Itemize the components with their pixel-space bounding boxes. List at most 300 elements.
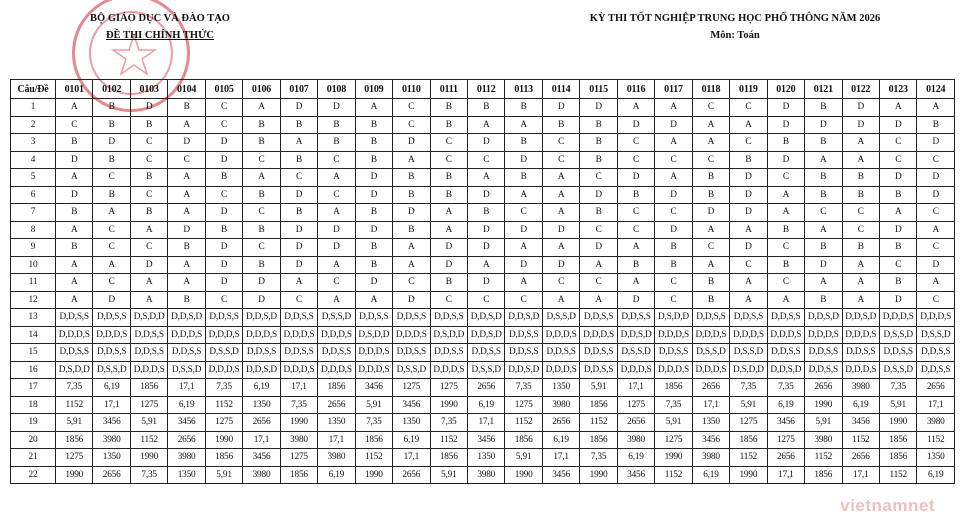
- answer-cell: B: [393, 186, 430, 204]
- answer-cell: B: [243, 186, 280, 204]
- answer-cell: A: [842, 256, 879, 274]
- answer-cell: D,D,D,S: [879, 309, 916, 327]
- question-number-cell: 6: [11, 186, 56, 204]
- answer-cell: B: [168, 291, 205, 309]
- answer-cell: 3456: [617, 466, 654, 484]
- table-row: [11, 449, 955, 467]
- answer-cell: 1152: [130, 431, 167, 449]
- answer-cell: D: [767, 99, 804, 117]
- answer-cell: 7,35: [767, 379, 804, 397]
- answer-cell: 17,1: [93, 396, 130, 414]
- answer-cell: B: [243, 221, 280, 239]
- answer-cell: B: [580, 151, 617, 169]
- answer-cell: C: [393, 274, 430, 292]
- answer-cell: D,D,S,D: [805, 309, 842, 327]
- answer-cell: C: [879, 256, 916, 274]
- answer-cell: 3456: [842, 414, 879, 432]
- table-header-row: [11, 80, 955, 99]
- answer-cell: 3980: [168, 449, 205, 467]
- answer-cell: A: [692, 256, 729, 274]
- answer-cell: D,S,D,D: [56, 361, 93, 379]
- answer-cell: D,D,D,S: [730, 326, 767, 344]
- answer-cell: D: [168, 221, 205, 239]
- answer-cell: 5,91: [730, 396, 767, 414]
- answer-cell: C: [542, 274, 579, 292]
- answer-cell: A: [542, 204, 579, 222]
- answer-cell: 1152: [205, 396, 242, 414]
- table-row: [11, 274, 955, 292]
- answer-cell: D: [805, 116, 842, 134]
- answer-cell: 1152: [805, 449, 842, 467]
- exam-code-header-cell: 0113: [505, 80, 542, 99]
- answer-cell: D,D,D,S: [93, 326, 130, 344]
- answer-cell: D,S,S,D: [917, 326, 955, 344]
- answer-cell: C: [730, 256, 767, 274]
- answer-cell: A: [430, 221, 467, 239]
- answer-cell: C: [580, 221, 617, 239]
- subject-label: Môn: Toán: [710, 30, 760, 41]
- answer-cell: 2656: [842, 449, 879, 467]
- answer-cell: D: [93, 134, 130, 152]
- answer-cell: 2656: [767, 449, 804, 467]
- answer-cell: 6,19: [842, 396, 879, 414]
- answer-cell: B: [318, 116, 355, 134]
- answer-cell: B: [93, 151, 130, 169]
- answer-cell: A: [467, 169, 504, 187]
- answer-cell: 1275: [655, 431, 692, 449]
- answer-cell: D,D,S,S: [580, 309, 617, 327]
- answer-cell: 5,91: [505, 449, 542, 467]
- answer-cell: D: [318, 239, 355, 257]
- answer-cell: 1856: [580, 431, 617, 449]
- answer-cell: A: [56, 274, 93, 292]
- answer-cell: B: [505, 99, 542, 117]
- answer-cell: 1856: [655, 379, 692, 397]
- answer-cell: D,S,S,D: [93, 361, 130, 379]
- answer-cell: D,D,S,S: [805, 344, 842, 362]
- answer-cell: C: [917, 204, 955, 222]
- answer-cell: B: [879, 239, 916, 257]
- answer-cell: D,D,S,S: [580, 361, 617, 379]
- answer-cell: D: [505, 151, 542, 169]
- answer-cell: D: [542, 256, 579, 274]
- table-row: [11, 396, 955, 414]
- answer-cell: 2656: [393, 466, 430, 484]
- answer-cell: D,D,D,S: [318, 361, 355, 379]
- answer-cell: D: [130, 256, 167, 274]
- exam-code-header-cell: 0117: [655, 80, 692, 99]
- answer-cell: 1275: [393, 379, 430, 397]
- answer-cell: B: [542, 116, 579, 134]
- answer-cell: 1990: [730, 466, 767, 484]
- answer-cell: 1990: [205, 431, 242, 449]
- answer-cell: A: [730, 291, 767, 309]
- table-row: [11, 431, 955, 449]
- answer-cell: D,D,S,S: [580, 344, 617, 362]
- answer-cell: 1856: [130, 379, 167, 397]
- answer-cell: D,D,D,S: [692, 326, 729, 344]
- answer-cell: 6,19: [393, 431, 430, 449]
- answer-cell: B: [168, 239, 205, 257]
- answer-cell: A: [318, 204, 355, 222]
- answer-cell: 1350: [692, 414, 729, 432]
- answer-cell: B: [355, 116, 392, 134]
- answer-cell: 2656: [805, 379, 842, 397]
- answer-cell: D: [580, 186, 617, 204]
- answer-cell: 1856: [56, 431, 93, 449]
- answer-cell: 1856: [805, 466, 842, 484]
- corner-header-cell: Câu/Đề: [11, 80, 56, 99]
- answer-cell: B: [280, 116, 317, 134]
- answer-cell: B: [56, 204, 93, 222]
- answer-cell: D,D,D,S: [917, 309, 955, 327]
- answer-cell: B: [168, 99, 205, 117]
- answer-cell: B: [692, 169, 729, 187]
- answer-cell: A: [617, 274, 654, 292]
- answer-cell: D,D,S,S: [730, 309, 767, 327]
- answer-cell: D,D,S,S: [130, 344, 167, 362]
- answer-cell: D: [842, 99, 879, 117]
- answer-cell: C: [56, 116, 93, 134]
- answer-cell: B: [879, 274, 916, 292]
- answer-cell: A: [130, 221, 167, 239]
- answer-cell: B: [467, 204, 504, 222]
- answer-cell: A: [692, 134, 729, 152]
- answer-cell: D,S,D,D: [430, 326, 467, 344]
- answer-cell: D: [879, 291, 916, 309]
- table-row: [11, 239, 955, 257]
- answer-cell: D: [617, 169, 654, 187]
- answer-cell: 1152: [655, 466, 692, 484]
- exam-code-header-cell: 0109: [355, 80, 392, 99]
- answer-cell: D: [168, 134, 205, 152]
- answer-cell: 1856: [430, 449, 467, 467]
- answer-cell: D,D,D,S: [655, 326, 692, 344]
- answer-cell: 1856: [730, 431, 767, 449]
- exam-code-header-cell: 0116: [617, 80, 654, 99]
- answer-cell: C: [168, 151, 205, 169]
- answer-cell: D: [730, 169, 767, 187]
- answer-cell: 2656: [243, 414, 280, 432]
- answer-cell: A: [430, 204, 467, 222]
- answer-cell: 6,19: [318, 466, 355, 484]
- answer-cell: B: [430, 274, 467, 292]
- answer-cell: 17,1: [842, 466, 879, 484]
- table-row: [11, 151, 955, 169]
- question-number-cell: 13: [11, 309, 56, 327]
- answer-cell: D,D,S,S: [280, 344, 317, 362]
- answer-cell: A: [355, 291, 392, 309]
- answer-cell: D: [393, 204, 430, 222]
- question-number-cell: 5: [11, 169, 56, 187]
- answer-cell: 5,91: [130, 414, 167, 432]
- answer-cell: D,S,S,D: [542, 309, 579, 327]
- exam-code-header-cell: 0104: [168, 80, 205, 99]
- answer-cell: A: [505, 239, 542, 257]
- exam-code-header-cell: 0108: [318, 80, 355, 99]
- exam-code-header-cell: 0103: [130, 80, 167, 99]
- answer-cell: D: [93, 291, 130, 309]
- answer-cell: A: [617, 239, 654, 257]
- answer-cell: D,D,D,S: [280, 326, 317, 344]
- answer-cell: D,D,S,S: [93, 309, 130, 327]
- answer-cell: C: [430, 134, 467, 152]
- answer-cell: D,S,D,D: [355, 326, 392, 344]
- answer-cell: 1856: [505, 431, 542, 449]
- answer-cell: A: [93, 256, 130, 274]
- answer-cell: B: [355, 204, 392, 222]
- answer-cell: B: [430, 116, 467, 134]
- answer-cell: D: [655, 186, 692, 204]
- answer-key-table: [10, 79, 955, 484]
- answer-cell: C: [205, 291, 242, 309]
- answer-cell: D: [467, 221, 504, 239]
- answer-cell: B: [243, 134, 280, 152]
- answer-cell: D,D,D,S: [580, 326, 617, 344]
- answer-cell: A: [767, 291, 804, 309]
- answer-cell: 1152: [842, 431, 879, 449]
- answer-cell: D: [692, 204, 729, 222]
- answer-cell: 7,35: [580, 449, 617, 467]
- answer-cell: D: [430, 256, 467, 274]
- answer-cell: D: [318, 99, 355, 117]
- answer-cell: C: [655, 274, 692, 292]
- answer-cell: A: [730, 221, 767, 239]
- answer-cell: 1275: [205, 414, 242, 432]
- answer-cell: D: [467, 239, 504, 257]
- answer-cell: 3980: [542, 396, 579, 414]
- answer-cell: 3980: [318, 449, 355, 467]
- answer-cell: B: [130, 169, 167, 187]
- exam-code-header-cell: 0115: [580, 80, 617, 99]
- answer-cell: D,D,S,S: [393, 344, 430, 362]
- answer-cell: A: [542, 291, 579, 309]
- answer-cell: B: [280, 204, 317, 222]
- answer-cell: 3980: [805, 431, 842, 449]
- exam-header: [545, 10, 925, 44]
- exam-code-header-cell: 0119: [730, 80, 767, 99]
- answer-cell: C: [93, 239, 130, 257]
- answer-cell: D: [355, 186, 392, 204]
- answer-cell: C: [692, 151, 729, 169]
- answer-cell: 1275: [130, 396, 167, 414]
- answer-cell: 7,35: [280, 396, 317, 414]
- answer-cell: 5,91: [805, 414, 842, 432]
- table-row: [11, 186, 955, 204]
- answer-cell: 3980: [467, 466, 504, 484]
- answer-cell: D,D,S,S: [355, 309, 392, 327]
- exam-code-header-cell: 0114: [542, 80, 579, 99]
- answer-cell: B: [617, 256, 654, 274]
- answer-cell: D: [917, 169, 955, 187]
- answer-cell: B: [243, 256, 280, 274]
- answer-cell: 2656: [318, 396, 355, 414]
- answer-cell: D: [917, 186, 955, 204]
- answer-cell: D,D,D,S: [842, 326, 879, 344]
- answer-cell: D,D,S,S: [505, 344, 542, 362]
- answer-cell: 17,1: [318, 431, 355, 449]
- exam-code-header-cell: 0110: [393, 80, 430, 99]
- answer-cell: C: [542, 134, 579, 152]
- answer-cell: 1990: [505, 466, 542, 484]
- answer-cell: C: [318, 151, 355, 169]
- answer-cell: 17,1: [542, 449, 579, 467]
- question-number-cell: 21: [11, 449, 56, 467]
- answer-cell: 2656: [467, 379, 504, 397]
- answer-cell: D,D,S,S: [130, 326, 167, 344]
- answer-cell: B: [355, 134, 392, 152]
- answer-cell: A: [168, 116, 205, 134]
- answer-cell: D,D,D,S: [243, 326, 280, 344]
- answer-cell: A: [767, 186, 804, 204]
- answer-cell: D: [467, 134, 504, 152]
- answer-cell: 1152: [505, 414, 542, 432]
- answer-cell: 1990: [430, 396, 467, 414]
- answer-cell: D: [205, 256, 242, 274]
- answer-cell: B: [842, 169, 879, 187]
- answer-cell: D: [205, 239, 242, 257]
- answer-cell: C: [730, 99, 767, 117]
- answer-cell: 6,19: [542, 431, 579, 449]
- answer-cell: A: [393, 256, 430, 274]
- exam-code-header-cell: 0121: [805, 80, 842, 99]
- answer-cell: D: [280, 99, 317, 117]
- answer-cell: B: [430, 99, 467, 117]
- answer-cell: A: [842, 134, 879, 152]
- answer-cell: C: [542, 151, 579, 169]
- answer-cell: A: [168, 204, 205, 222]
- answer-cell: 17,1: [393, 449, 430, 467]
- answer-cell: 6,19: [767, 396, 804, 414]
- exam-code-header-cell: 0102: [93, 80, 130, 99]
- answer-cell: 3456: [393, 396, 430, 414]
- table-row: [11, 134, 955, 152]
- answer-cell: C: [917, 291, 955, 309]
- answer-cell: 3456: [542, 466, 579, 484]
- answer-cell: D: [505, 256, 542, 274]
- answer-cell: C: [130, 134, 167, 152]
- answer-cell: D,D,D,S: [280, 361, 317, 379]
- answer-cell: C: [243, 204, 280, 222]
- answer-cell: C: [280, 169, 317, 187]
- answer-cell: D: [205, 204, 242, 222]
- answer-cell: D,D,S,D: [467, 326, 504, 344]
- answer-cell: 1350: [168, 466, 205, 484]
- answer-cell: D,D,S,D: [243, 361, 280, 379]
- answer-cell: 7,35: [879, 379, 916, 397]
- answer-cell: D,D,S,S: [617, 309, 654, 327]
- answer-cell: 1990: [280, 414, 317, 432]
- answer-cell: 5,91: [879, 396, 916, 414]
- answer-cell: A: [842, 151, 879, 169]
- answer-cell: A: [580, 256, 617, 274]
- answer-cell: C: [617, 221, 654, 239]
- answer-cell: A: [505, 116, 542, 134]
- answer-cell: D: [467, 186, 504, 204]
- answer-cell: 7,35: [655, 396, 692, 414]
- answer-cell: 1152: [56, 396, 93, 414]
- answer-cell: B: [917, 116, 955, 134]
- answer-cell: C: [393, 99, 430, 117]
- answer-cell: B: [805, 291, 842, 309]
- answer-cell: 2656: [93, 466, 130, 484]
- answer-cell: B: [580, 134, 617, 152]
- answer-cell: D,D,S,S: [430, 309, 467, 327]
- answer-cell: 6,19: [617, 449, 654, 467]
- watermark-logo: vietnamnet: [840, 496, 935, 515]
- answer-cell: D,D,S,S: [93, 344, 130, 362]
- answer-cell: D: [467, 274, 504, 292]
- answer-cell: C: [879, 134, 916, 152]
- answer-cell: D,D,S,S: [393, 309, 430, 327]
- answer-cell: 6,19: [692, 466, 729, 484]
- answer-cell: B: [393, 221, 430, 239]
- exam-code-header-cell: 0105: [205, 80, 242, 99]
- answer-cell: D,D,S,D: [767, 361, 804, 379]
- answer-cell: D: [355, 169, 392, 187]
- answer-cell: 3456: [355, 379, 392, 397]
- answer-cell: D,D,S,S: [56, 344, 93, 362]
- exam-title: KỲ THI TỐT NGHIỆP TRUNG HỌC PHỔ THÔNG NĂM 2026: [589, 13, 881, 24]
- answer-cell: D,D,S,S: [805, 361, 842, 379]
- answer-cell: D: [542, 99, 579, 117]
- question-number-cell: 9: [11, 239, 56, 257]
- answer-cell: D: [56, 151, 93, 169]
- answer-cell: 1350: [393, 414, 430, 432]
- answer-cell: 1275: [617, 396, 654, 414]
- answer-cell: 7,35: [730, 379, 767, 397]
- answer-cell: A: [805, 221, 842, 239]
- answer-cell: C: [917, 151, 955, 169]
- answer-cell: C: [130, 151, 167, 169]
- answer-cell: D,D,S,D: [168, 309, 205, 327]
- answer-cell: 1152: [580, 414, 617, 432]
- answer-cell: B: [505, 169, 542, 187]
- answer-cell: D: [730, 239, 767, 257]
- answer-cell: B: [205, 169, 242, 187]
- answer-cell: D,D,S,S: [917, 361, 955, 379]
- answer-cell: 6,19: [93, 379, 130, 397]
- answer-cell: D: [842, 116, 879, 134]
- answer-cell: 1152: [879, 466, 916, 484]
- answer-cell: 1350: [917, 449, 955, 467]
- answer-cell: A: [168, 169, 205, 187]
- answer-cell: D: [280, 256, 317, 274]
- answer-cell: C: [393, 116, 430, 134]
- answer-cell: C: [467, 151, 504, 169]
- answer-cell: 3456: [767, 414, 804, 432]
- answer-cell: 1152: [917, 431, 955, 449]
- answer-cell: B: [355, 239, 392, 257]
- answer-cell: 1350: [243, 396, 280, 414]
- answer-cell: B: [56, 239, 93, 257]
- answer-cell: 17,1: [917, 396, 955, 414]
- question-number-cell: 19: [11, 414, 56, 432]
- answer-cell: D: [655, 221, 692, 239]
- answer-cell: A: [879, 99, 916, 117]
- answer-cell: 17,1: [168, 379, 205, 397]
- answer-cell: B: [805, 169, 842, 187]
- answer-cell: 3456: [243, 449, 280, 467]
- answer-cell: D,S,S,D: [879, 361, 916, 379]
- answer-cell: A: [542, 239, 579, 257]
- table-row: [11, 291, 955, 309]
- answer-cell: C: [430, 291, 467, 309]
- answer-cell: D,D,D,S: [318, 326, 355, 344]
- answer-cell: 17,1: [617, 379, 654, 397]
- answer-cell: B: [93, 99, 130, 117]
- answer-cell: B: [280, 151, 317, 169]
